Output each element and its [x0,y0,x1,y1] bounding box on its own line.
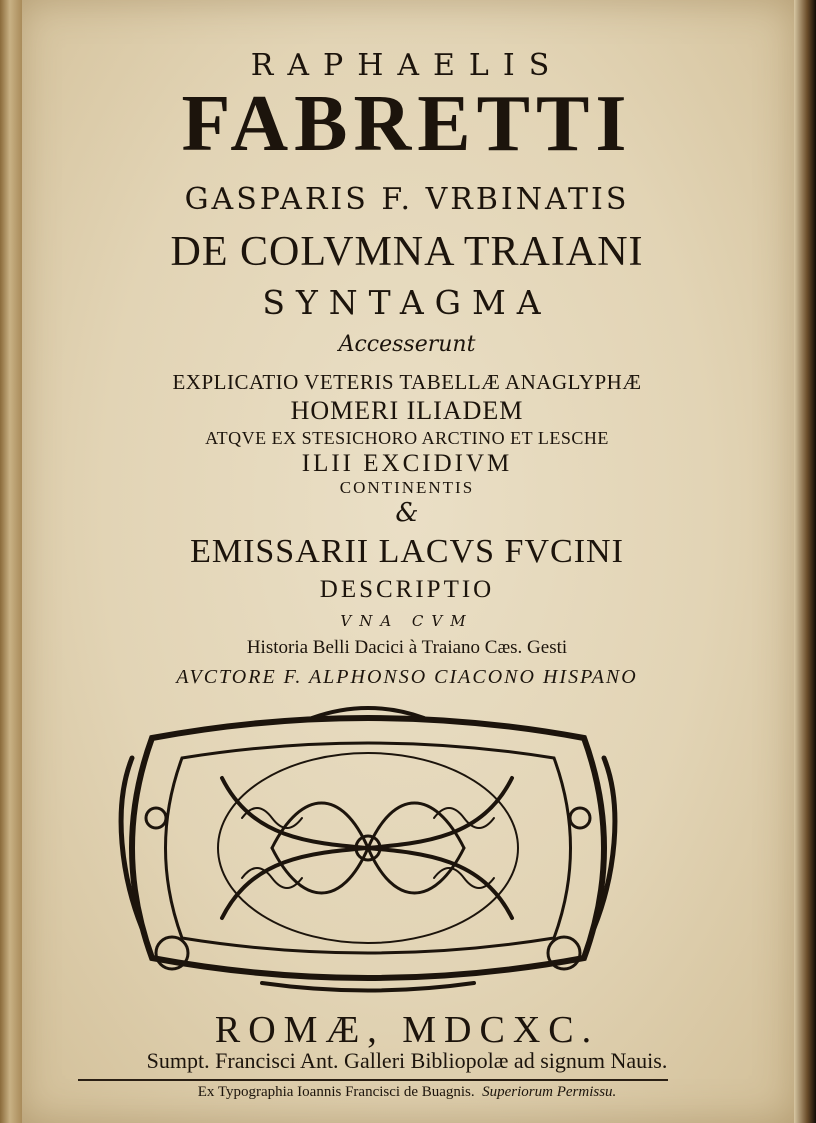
auctore-line: AVCTORE F. ALPHONSO CIACONO HISPANO [176,666,638,688]
imprint-rule [78,1079,668,1081]
book-edge-right [794,0,816,1123]
explicatio-line-2: HOMERI ILIADEM [290,396,524,425]
ampersand-line: & [395,498,419,528]
explicatio-line-3: ATQVE EX STESICHORO ARCTINO ET LESCHE [205,428,609,448]
explicatio-line-5: CONTINENTIS [339,478,475,497]
explicatio-line-1: EXPLICATIO VETERIS TABELLÆ ANAGLYPHÆ [172,370,642,394]
imprint-publisher: Sumpt. Francisci Ant. Galleri Bibliopolæ ad signum Nauis. [146,1048,668,1073]
una-cum-line: VNA CVM [340,612,474,630]
explicatio-line-4: ILII EXCIDIVM [301,450,513,477]
imprint-permissu: Superiorum Permissu. [482,1084,617,1100]
imprint-city-year: ROMÆ, MDCXC. [214,1009,600,1051]
accesserunt-line: Accesserunt [338,332,476,357]
author-prefix: RAPHAELIS [250,48,564,83]
book-title-line-1: DE COLVMNA TRAIANI [170,229,644,275]
printers-device-ornament-icon [112,698,624,998]
author-name: FABRETTI [181,80,633,168]
emissarii-line-2: DESCRIPTIO [319,576,495,603]
imprint-typographia: Ex Typographia Ioannis Francisci de Buagnis. [197,1084,475,1100]
historia-line: Historia Belli Dacici à Traiano Cæs. Gesti [246,637,568,658]
author-subtitle: GASPARIS F. VRBINATIS [184,182,630,217]
emissarii-line-1: EMISSARII LACVS FVCINI [190,533,624,570]
book-title-line-2: SYNTAGMA [262,283,552,322]
imprint-printer [18,1084,796,1101]
